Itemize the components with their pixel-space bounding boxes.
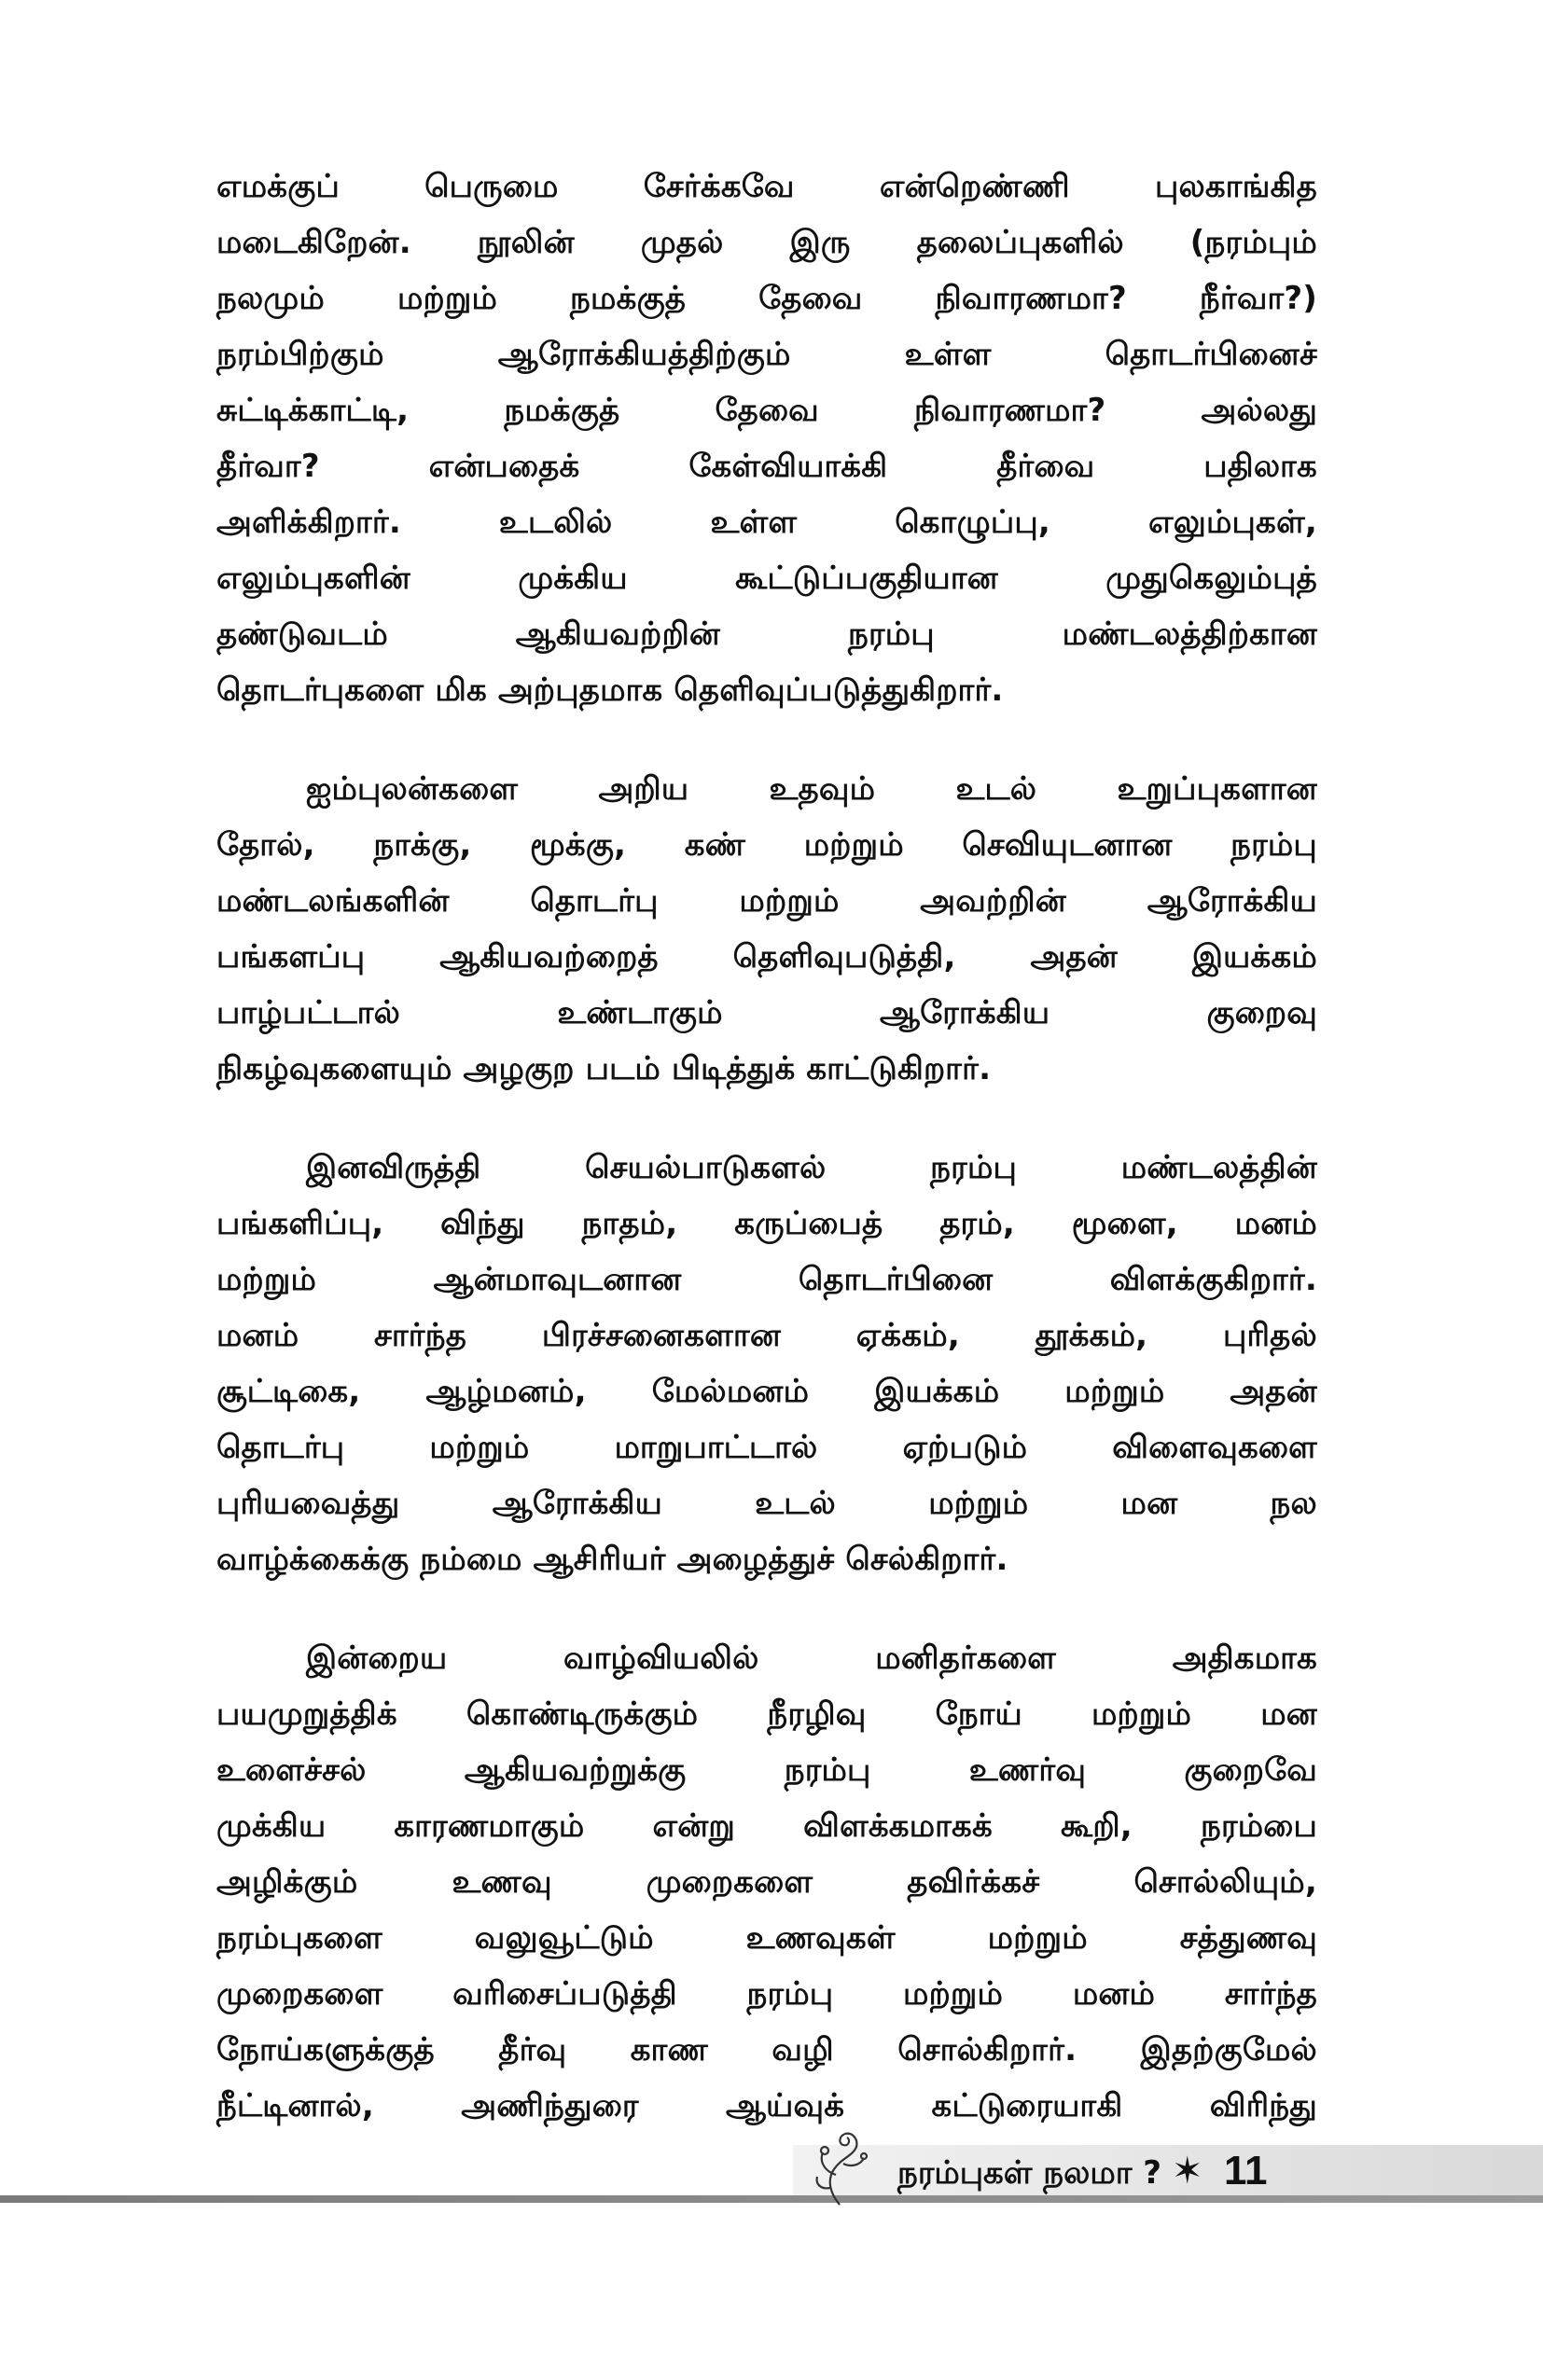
word: வரிசைப்படுத்தி (452, 1975, 677, 2013)
word: தொடர்புகளை (216, 671, 424, 709)
text-line (216, 761, 1317, 817)
word: மாறுபாட்டால் (614, 1429, 818, 1466)
word: என்றெண்ணி (879, 168, 1070, 205)
word: மூக்கு, (530, 826, 627, 864)
word: எமக்குப் (216, 168, 340, 205)
text-line (216, 606, 1317, 662)
text-line (216, 1252, 1317, 1308)
word: நிவாரணமா? (914, 392, 1106, 429)
word: முறைகளை (216, 1975, 383, 2013)
text-line (216, 2078, 1317, 2134)
word: தொடர்பினை (798, 1261, 994, 1298)
word: மற்றும் (216, 1261, 317, 1298)
word: கருப்பைத் (734, 1205, 883, 1242)
word: மற்றும் (903, 1975, 1004, 2013)
word: தீர்வு (498, 2031, 567, 2069)
word: நரம்பை (1200, 1807, 1317, 1845)
word: நாக்கு, (373, 826, 472, 864)
word: புரிதல் (1223, 1317, 1317, 1354)
word: ஆகியவற்றுக்கு (464, 1751, 687, 1789)
word: தொடர்பினைச் (1105, 336, 1317, 373)
word: உதவும் (769, 770, 876, 808)
word: தூக்கம், (1035, 1317, 1148, 1354)
word: மிக (435, 671, 487, 709)
word: அழகுற (463, 1050, 575, 1087)
text-line (216, 1910, 1317, 1966)
word: முக்கிய (518, 560, 628, 597)
word: தெளிவுபடுத்தி, (732, 938, 956, 976)
word: எலும்புகளின் (216, 560, 410, 597)
word: நோய் (935, 1695, 1022, 1733)
word: செவியுடனான (962, 826, 1173, 864)
word: உடல் (955, 770, 1037, 808)
word: கண் (684, 826, 746, 864)
word: பிடித்துக் (671, 1050, 796, 1087)
word: மேல்மனம் (651, 1373, 810, 1410)
word: தவிர்க்கச் (907, 1863, 1040, 1901)
word: உள்ள (710, 504, 798, 541)
word: இயக்கம் (1191, 938, 1317, 976)
word: உள்ள (904, 336, 992, 373)
paragraph (216, 761, 1317, 1097)
word: இதற்குமேல் (1140, 2031, 1317, 2069)
word: மற்றும் (396, 280, 498, 317)
text-line (216, 1686, 1317, 1742)
word: ஆன்மாவுடனான (433, 1261, 682, 1298)
word: மண்டலத்திற்கான (1062, 616, 1317, 653)
word: கொழுப்பு, (895, 504, 1051, 541)
word: மனம் (1072, 1975, 1156, 2013)
word: அழிக்கும் (216, 1863, 358, 1901)
word: ஐம்புலன்களை (306, 770, 519, 808)
word: காண (630, 2031, 708, 2069)
word: குறைவே (1184, 1751, 1317, 1789)
text-line (216, 1798, 1317, 1854)
word: எலும்புகள், (1147, 504, 1317, 541)
text-line (216, 1041, 1317, 1097)
word: மனம் (1234, 1205, 1317, 1242)
word: விளைவுகளை (1112, 1429, 1317, 1466)
word: குறைவு (1206, 994, 1317, 1031)
word: உடல் (755, 1485, 836, 1522)
text-line (216, 1742, 1317, 1798)
word: மனம் (216, 1317, 299, 1354)
word: கூறி, (1061, 1807, 1133, 1845)
word: ஆய்வுக் (725, 2087, 845, 2124)
word: நரம்பு (1230, 826, 1317, 864)
text-line (216, 494, 1317, 550)
word: தரம், (939, 1205, 1015, 1242)
star-icon: ✶ (1172, 2150, 1203, 2193)
word: விந்து (440, 1205, 525, 1242)
word: மண்டலங்களின் (216, 882, 450, 920)
text-line (216, 873, 1317, 929)
word: மற்றும் (739, 882, 840, 920)
word: நரம்புகளை (216, 1919, 382, 1957)
word: உறுப்புகளான (1117, 770, 1317, 808)
word: இன்றைய (306, 1640, 448, 1677)
text-line (216, 1308, 1317, 1363)
word: உணவுகள் (745, 1919, 896, 1957)
word: ஆரோக்கிய (1147, 882, 1317, 920)
word: காரணமாகும் (394, 1807, 585, 1845)
word: சத்துணவு (1179, 1919, 1317, 1957)
word: என்று (652, 1807, 736, 1845)
word: நமக்குத் (570, 280, 687, 317)
text-line (216, 1419, 1317, 1475)
word: (நரம்பும் (1189, 224, 1317, 261)
word: மற்றும் (987, 1919, 1088, 1957)
word: விரிந்து (1209, 2087, 1317, 2124)
word: ஆகியவற்றின் (515, 616, 721, 653)
word: பெருமை (424, 168, 559, 205)
word: நல (1270, 1485, 1317, 1522)
word: புலகாங்கித (1154, 168, 1317, 205)
word: சார்ந்த (374, 1317, 467, 1354)
word: செல்கிறார். (845, 1541, 1008, 1578)
word: நமக்குத் (504, 392, 620, 429)
word: சூட்டிகை, (216, 1373, 361, 1410)
word: நிவாரணமா? (935, 280, 1127, 317)
word: அதன் (1230, 1373, 1317, 1410)
word: வாழ்வியலில் (563, 1640, 759, 1677)
word: அற்புதமாக (497, 671, 663, 709)
word: வழி (772, 2031, 834, 2069)
word: நீர்வா?) (1199, 280, 1317, 317)
paragraph (216, 1140, 1317, 1587)
text-line (216, 1854, 1317, 1910)
word: நூலின் (477, 224, 575, 261)
text-line (216, 817, 1317, 873)
word: மற்றும் (928, 1485, 1029, 1522)
word: அல்லது (1201, 392, 1317, 429)
word: மன (1260, 1695, 1317, 1733)
word: அணிந்துரை (461, 2087, 639, 2124)
word: வலுவூட்டும் (474, 1919, 654, 1957)
word: தொடர்பு (216, 1429, 345, 1466)
word: இரு (789, 224, 851, 261)
word: காட்டுகிறார். (806, 1050, 992, 1087)
word: அதிகமாக (1172, 1640, 1317, 1677)
word: சுட்டிக்காட்டி, (216, 392, 410, 429)
page-number: 11 (1224, 2148, 1268, 2193)
word: ஏக்கம், (855, 1317, 960, 1354)
text-line (216, 1630, 1317, 1686)
text-line (216, 662, 1317, 718)
word: உண்டாகும் (557, 994, 723, 1031)
text-line (216, 2022, 1317, 2078)
word: வாழ்க்கைக்கு (216, 1541, 410, 1578)
text-line (216, 1196, 1317, 1252)
word: தீர்வை (996, 448, 1095, 485)
word: கட்டுரையாகி (931, 2087, 1123, 2124)
text-line (216, 550, 1317, 606)
text-line (216, 382, 1317, 438)
word: உணவு (452, 1863, 552, 1901)
word: விளக்குகிறார். (1109, 1261, 1317, 1298)
word: நரம்பு (746, 1975, 834, 2013)
word: சார்ந்த (1224, 1975, 1317, 2013)
text-line (216, 214, 1317, 270)
word: நிகழ்வுகளையும் (216, 1050, 452, 1087)
word: மண்டலத்தின் (1120, 1149, 1317, 1186)
word: நலமும் (216, 280, 325, 317)
word: உணர்வு (968, 1751, 1087, 1789)
word: நரம்பு (930, 1149, 1018, 1186)
word: தலைப்புகளில் (916, 224, 1124, 261)
word: அறிய (598, 770, 689, 808)
word: தொடர்பு (530, 882, 659, 920)
word: ஆகியவற்றைத் (439, 938, 659, 976)
word: முக்கிய (216, 1807, 327, 1845)
word: நரம்பிற்கும் (216, 336, 384, 373)
text-line (216, 159, 1317, 214)
word: கொண்டிருக்கும் (466, 1695, 699, 1733)
word: மற்றும் (429, 1429, 530, 1466)
word: உடலில் (498, 504, 613, 541)
text-line (216, 985, 1317, 1041)
word: சொல்கிறார். (897, 2031, 1077, 2069)
word: தோல், (216, 826, 315, 864)
word: விளக்கமாகக் (803, 1807, 993, 1845)
word: மற்றும் (803, 826, 904, 864)
word: மடைகிறேன். (216, 224, 411, 261)
word: சொல்லியும், (1133, 1863, 1317, 1901)
word: ஆழ்மனம், (425, 1373, 587, 1410)
word: பாழ்பட்டால் (216, 994, 401, 1031)
word: மற்றும் (1091, 1695, 1192, 1733)
word: நீரழிவு (767, 1695, 867, 1733)
word: தேவை (758, 280, 863, 317)
word: மன (1120, 1485, 1178, 1522)
word: தேவை (715, 392, 819, 429)
word: நீட்டினால், (216, 2087, 374, 2124)
word: பதிலாக (1203, 448, 1317, 485)
word: மற்றும் (1064, 1373, 1165, 1410)
word: பங்களப்பு (216, 938, 366, 976)
word: படம் (585, 1050, 660, 1087)
word: ஆசிரியர் (533, 1541, 666, 1578)
word: பிரச்சனைகளான (541, 1317, 781, 1354)
word: அதன் (1030, 938, 1118, 976)
word: ஆரோக்கிய (879, 994, 1050, 1031)
text-line (216, 1966, 1317, 2022)
word: பயமுறுத்திக் (216, 1695, 397, 1733)
word: புரியவைத்து (216, 1485, 400, 1522)
word: அவற்றின் (920, 882, 1066, 920)
floral-ornament-icon (802, 2119, 877, 2212)
word: ஆரோக்கிய (492, 1485, 662, 1522)
text-line (216, 1475, 1317, 1531)
word: அழைத்துச் (676, 1541, 835, 1578)
paragraph (216, 1630, 1317, 2134)
text-line (216, 270, 1317, 326)
word: அளிக்கிறார். (216, 504, 401, 541)
word: நாதம், (581, 1205, 678, 1242)
word: நம்மை (420, 1541, 522, 1578)
text-line (216, 1531, 1317, 1587)
word: முதுகெலும்புத் (1105, 560, 1317, 597)
paragraph (216, 159, 1317, 718)
word: மனிதர்களை (875, 1640, 1057, 1677)
word: இயக்கம் (874, 1373, 1000, 1410)
word: இனவிருத்தி (306, 1149, 481, 1186)
word: ஏற்படும் (902, 1429, 1028, 1466)
word: கேள்வியாக்கி (688, 448, 888, 485)
footer-rule (0, 2195, 1543, 2203)
page-body (216, 159, 1317, 2177)
word: நரம்பு (784, 1751, 871, 1789)
word: தீர்வா? (216, 448, 320, 485)
word: முதல் (640, 224, 724, 261)
word: உளைச்சல் (216, 1751, 367, 1789)
word: தண்டுவடம் (216, 616, 388, 653)
word: என்பதைக் (428, 448, 580, 485)
word: செயல்பாடுகளல் (585, 1149, 827, 1186)
word: நோய்களுக்குத் (216, 2031, 435, 2069)
word: தெளிவுப்படுத்துகிறார். (674, 671, 1004, 709)
word: ஆரோக்கியத்திற்கும் (497, 336, 791, 373)
book-title: நரம்புகள் நலமா ? (897, 2154, 1162, 2192)
word: கூட்டுப்பகுதியான (735, 560, 998, 597)
word: பங்களிப்பு, (216, 1205, 384, 1242)
text-line (216, 326, 1317, 382)
text-line (216, 438, 1317, 494)
word: சேர்க்கவே (643, 168, 795, 205)
text-line (216, 1363, 1317, 1419)
word: மூளை, (1071, 1205, 1178, 1242)
text-line (216, 929, 1317, 985)
text-line (216, 1140, 1317, 1196)
word: முறைகளை (646, 1863, 813, 1901)
word: நரம்பு (847, 616, 935, 653)
